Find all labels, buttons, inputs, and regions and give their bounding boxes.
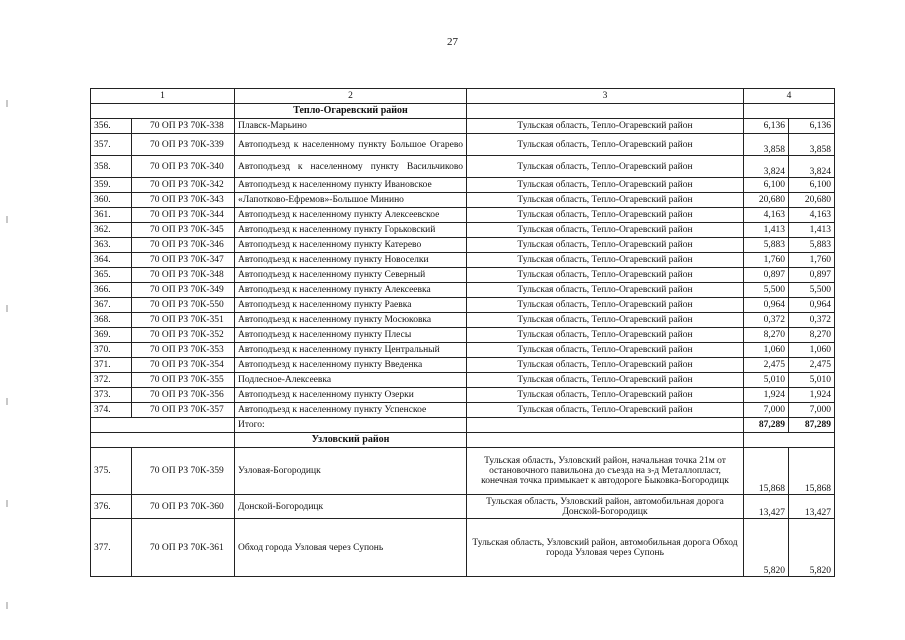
road-location: Тульская область, Тепло-Огаревский район <box>467 388 744 403</box>
road-location: Тульская область, Тепло-Огаревский район <box>467 193 744 208</box>
row-number: 360. <box>91 193 132 208</box>
row-number: 377. <box>91 519 132 577</box>
road-length-total: 5,500 <box>789 283 835 298</box>
row-number: 366. <box>91 283 132 298</box>
column-header-1: 1 <box>91 89 235 104</box>
road-length: 4,163 <box>744 208 789 223</box>
table-row <box>91 373 835 388</box>
section-spacer <box>744 433 835 448</box>
road-name: Автоподъезд к населенному пункту Катерево <box>235 238 467 253</box>
road-location: Тульская область, Узловский район, автомобильная дорога Донской-Богородицк <box>467 495 744 519</box>
road-code: 70 ОП РЗ 70К-359 <box>132 448 235 495</box>
road-length-total: 2,475 <box>789 358 835 373</box>
table-row <box>91 134 835 156</box>
table-row <box>91 253 835 268</box>
road-name: Автоподъезд к населенному пункту Плесы <box>235 328 467 343</box>
road-length-total: 1,760 <box>789 253 835 268</box>
road-length-total: 1,413 <box>789 223 835 238</box>
row-number: 373. <box>91 388 132 403</box>
road-name: Автоподъезд к населенному пункту Горьковский <box>235 223 467 238</box>
road-code: 70 ОП РЗ 70К-361 <box>132 519 235 577</box>
row-number: 357. <box>91 134 132 156</box>
road-name: Автоподъезд к населенному пункту Мосюковка <box>235 313 467 328</box>
section-spacer <box>467 433 744 448</box>
table-row <box>91 238 835 253</box>
section-spacer <box>467 104 744 119</box>
road-name: Подлесное-Алексеевка <box>235 373 467 388</box>
road-code: 70 ОП РЗ 70К-344 <box>132 208 235 223</box>
page-number: 27 <box>447 36 458 48</box>
road-name: Автоподъезд к населенному пункту Северный <box>235 268 467 283</box>
table-row <box>91 298 835 313</box>
margin-mark <box>6 602 8 609</box>
road-location: Тульская область, Тепло-Огаревский район <box>467 238 744 253</box>
road-code: 70 ОП РЗ 70К-550 <box>132 298 235 313</box>
road-location: Тульская область, Тепло-Огаревский район <box>467 373 744 388</box>
road-name: Автоподъезд к населенному пункту Озерки <box>235 388 467 403</box>
total-label: Итого: <box>235 418 467 433</box>
table-row <box>91 283 835 298</box>
total-value-2: 87,289 <box>789 418 835 433</box>
table-row <box>91 328 835 343</box>
table-row <box>91 268 835 283</box>
column-header-row <box>91 89 835 104</box>
road-name: Автоподъезд к населенному пункту Введенка <box>235 358 467 373</box>
road-name: Автоподъезд к населенному пункту Центральный <box>235 343 467 358</box>
table-row <box>91 519 835 577</box>
row-number: 367. <box>91 298 132 313</box>
road-length: 0,372 <box>744 313 789 328</box>
road-location: Тульская область, Тепло-Огаревский район <box>467 156 744 178</box>
table-row <box>91 403 835 418</box>
road-length: 13,427 <box>744 495 789 519</box>
row-number: 359. <box>91 178 132 193</box>
road-length-total: 1,060 <box>789 343 835 358</box>
road-name: Обход города Узловая через Супонь <box>235 519 467 577</box>
road-code: 70 ОП РЗ 70К-343 <box>132 193 235 208</box>
road-name: Автоподъезд к населенному пункту Успенское <box>235 403 467 418</box>
road-location: Тульская область, Тепло-Огаревский район <box>467 403 744 418</box>
road-location: Тульская область, Тепло-Огаревский район <box>467 298 744 313</box>
margin-mark <box>6 305 8 312</box>
road-location: Тульская область, Тепло-Огаревский район <box>467 343 744 358</box>
road-code: 70 ОП РЗ 70К-339 <box>132 134 235 156</box>
row-number: 363. <box>91 238 132 253</box>
column-header-2: 2 <box>235 89 467 104</box>
section-header-row <box>91 104 835 119</box>
road-length-total: 13,427 <box>789 495 835 519</box>
road-length-total: 6,100 <box>789 178 835 193</box>
row-number: 356. <box>91 119 132 134</box>
total-row <box>91 418 835 433</box>
road-length: 20,680 <box>744 193 789 208</box>
road-location: Тульская область, Тепло-Огаревский район <box>467 134 744 156</box>
road-length: 5,820 <box>744 519 789 577</box>
road-length-total: 3,858 <box>789 134 835 156</box>
road-code: 70 ОП РЗ 70К-354 <box>132 358 235 373</box>
margin-mark <box>6 100 8 107</box>
margin-mark <box>6 398 8 405</box>
road-length-total: 0,897 <box>789 268 835 283</box>
table-row <box>91 495 835 519</box>
road-location: Тульская область, Тепло-Огаревский район <box>467 223 744 238</box>
road-location: Тульская область, Тепло-Огаревский район <box>467 313 744 328</box>
road-length: 8,270 <box>744 328 789 343</box>
road-code: 70 ОП РЗ 70К-338 <box>132 119 235 134</box>
road-length-total: 0,372 <box>789 313 835 328</box>
table-row <box>91 343 835 358</box>
road-length-total: 3,824 <box>789 156 835 178</box>
road-length: 1,760 <box>744 253 789 268</box>
road-length-total: 0,964 <box>789 298 835 313</box>
road-length-total: 1,924 <box>789 388 835 403</box>
section-spacer <box>91 104 235 119</box>
road-length-total: 5,010 <box>789 373 835 388</box>
section-header-row <box>91 433 835 448</box>
road-length: 5,500 <box>744 283 789 298</box>
road-name: Автоподъезд к населенному пункту Раевка <box>235 298 467 313</box>
road-name: Донской-Богородицк <box>235 495 467 519</box>
road-code: 70 ОП РЗ 70К-355 <box>132 373 235 388</box>
road-code: 70 ОП РЗ 70К-352 <box>132 328 235 343</box>
section-title: Тепло-Огаревский район <box>235 104 467 119</box>
road-location: Тульская область, Тепло-Огаревский район <box>467 328 744 343</box>
road-length: 1,924 <box>744 388 789 403</box>
road-length-total: 8,270 <box>789 328 835 343</box>
total-spacer <box>467 418 744 433</box>
road-location: Тульская область, Тепло-Огаревский район <box>467 283 744 298</box>
row-number: 361. <box>91 208 132 223</box>
table-row <box>91 119 835 134</box>
road-location: Тульская область, Тепло-Огаревский район <box>467 208 744 223</box>
road-name: Автоподъезд к населенному пункту Алексеевка <box>235 283 467 298</box>
road-location: Тульская область, Тепло-Огаревский район <box>467 119 744 134</box>
road-code: 70 ОП РЗ 70К-360 <box>132 495 235 519</box>
road-name: Узловая-Богородицк <box>235 448 467 495</box>
road-length-total: 7,000 <box>789 403 835 418</box>
road-length: 3,858 <box>744 134 789 156</box>
road-length: 0,897 <box>744 268 789 283</box>
row-number: 370. <box>91 343 132 358</box>
row-number: 375. <box>91 448 132 495</box>
road-length: 3,824 <box>744 156 789 178</box>
table-row <box>91 223 835 238</box>
road-length: 7,000 <box>744 403 789 418</box>
section-spacer <box>744 104 835 119</box>
road-name: Автоподъезд к населенному пункту Новоселки <box>235 253 467 268</box>
table-row <box>91 208 835 223</box>
road-name: Автоподъезд к населенному пункту Большое Огарево <box>235 134 467 156</box>
table-body <box>91 89 835 577</box>
column-header-3: 3 <box>467 89 744 104</box>
row-number: 372. <box>91 373 132 388</box>
road-code: 70 ОП РЗ 70К-349 <box>132 283 235 298</box>
row-number: 362. <box>91 223 132 238</box>
table-row <box>91 178 835 193</box>
roads-registry-table <box>90 88 835 577</box>
row-number: 365. <box>91 268 132 283</box>
road-length-total: 15,868 <box>789 448 835 495</box>
row-number: 371. <box>91 358 132 373</box>
table-row <box>91 193 835 208</box>
road-location: Тульская область, Узловский район, автомобильная дорога Обход города Узловая через Супонь <box>467 519 744 577</box>
road-location: Тульская область, Тепло-Огаревский район <box>467 268 744 283</box>
road-location: Тульская область, Тепло-Огаревский район <box>467 253 744 268</box>
road-code: 70 ОП РЗ 70К-357 <box>132 403 235 418</box>
total-value: 87,289 <box>744 418 789 433</box>
section-spacer <box>91 433 235 448</box>
table-row <box>91 156 835 178</box>
road-length: 5,010 <box>744 373 789 388</box>
road-name: «Лапотково-Ефремов»-Большое Минино <box>235 193 467 208</box>
road-length-total: 20,680 <box>789 193 835 208</box>
road-code: 70 ОП РЗ 70К-346 <box>132 238 235 253</box>
margin-mark <box>6 500 8 507</box>
road-length: 2,475 <box>744 358 789 373</box>
road-location: Тульская область, Тепло-Огаревский район <box>467 358 744 373</box>
road-code: 70 ОП РЗ 70К-345 <box>132 223 235 238</box>
road-location: Тульская область, Узловский район, начальная точка 21м от остановочного павильона до съезда на з-д Металлопласт, конечная точка примыкает к автодороге Быковка-Богородицк <box>467 448 744 495</box>
margin-mark <box>6 216 8 223</box>
road-code: 70 ОП РЗ 70К-342 <box>132 178 235 193</box>
road-length-total: 5,883 <box>789 238 835 253</box>
road-length: 1,413 <box>744 223 789 238</box>
total-spacer <box>91 418 235 433</box>
road-code: 70 ОП РЗ 70К-353 <box>132 343 235 358</box>
road-code: 70 ОП РЗ 70К-356 <box>132 388 235 403</box>
table-row <box>91 358 835 373</box>
road-length: 15,868 <box>744 448 789 495</box>
row-number: 374. <box>91 403 132 418</box>
table-row <box>91 313 835 328</box>
road-name: Автоподъезд к населенному пункту Алексеевское <box>235 208 467 223</box>
table-row <box>91 388 835 403</box>
column-header-4: 4 <box>744 89 835 104</box>
road-length: 1,060 <box>744 343 789 358</box>
row-number: 368. <box>91 313 132 328</box>
row-number: 358. <box>91 156 132 178</box>
road-name: Автоподъезд к населенному пункту Ивановское <box>235 178 467 193</box>
road-length: 6,136 <box>744 119 789 134</box>
table-row <box>91 448 835 495</box>
row-number: 369. <box>91 328 132 343</box>
road-length-total: 5,820 <box>789 519 835 577</box>
row-number: 376. <box>91 495 132 519</box>
road-name: Плавск-Марьино <box>235 119 467 134</box>
road-length-total: 4,163 <box>789 208 835 223</box>
road-code: 70 ОП РЗ 70К-351 <box>132 313 235 328</box>
road-code: 70 ОП РЗ 70К-340 <box>132 156 235 178</box>
road-length: 6,100 <box>744 178 789 193</box>
road-code: 70 ОП РЗ 70К-348 <box>132 268 235 283</box>
road-code: 70 ОП РЗ 70К-347 <box>132 253 235 268</box>
road-name: Автоподъезд к населенному пункту Васильчиково <box>235 156 467 178</box>
road-length: 0,964 <box>744 298 789 313</box>
row-number: 364. <box>91 253 132 268</box>
section-title: Узловский район <box>235 433 467 448</box>
road-location: Тульская область, Тепло-Огаревский район <box>467 178 744 193</box>
road-length-total: 6,136 <box>789 119 835 134</box>
road-length: 5,883 <box>744 238 789 253</box>
